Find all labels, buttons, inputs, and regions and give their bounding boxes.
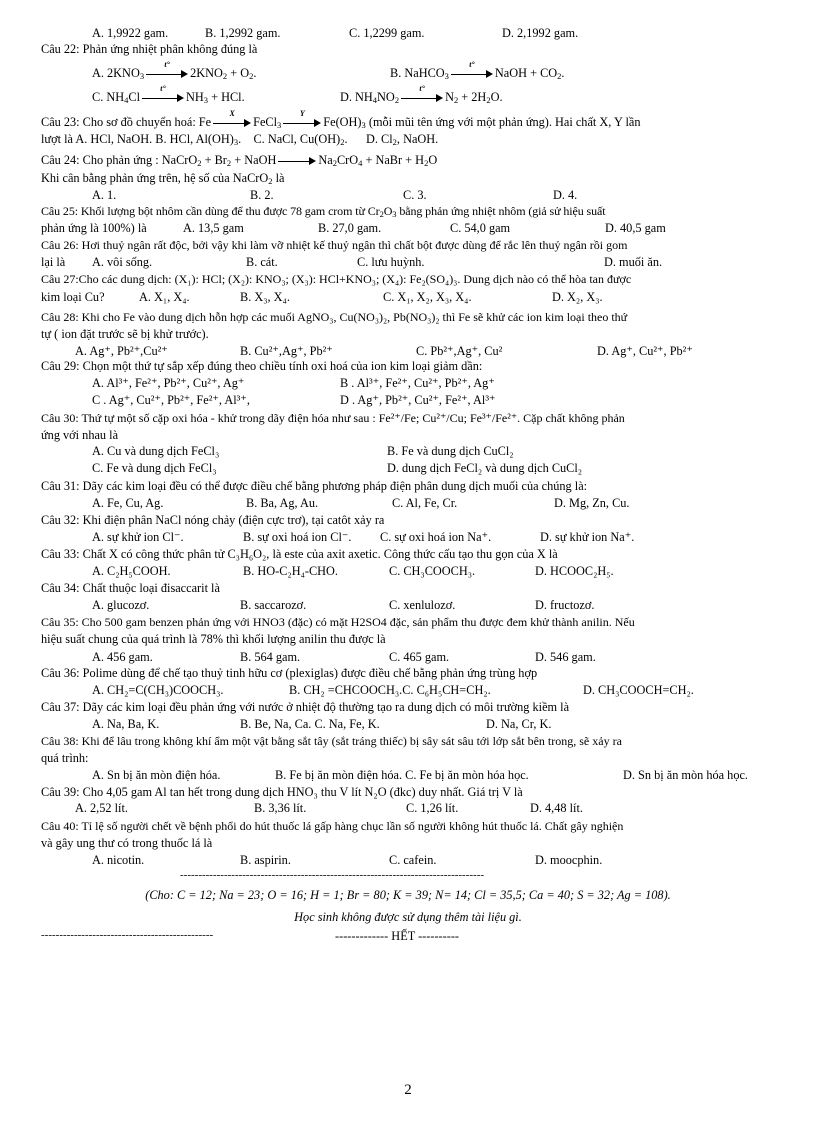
q31-option-b: B. Ba, Ag, Au. xyxy=(246,496,319,510)
q36-option-d: D. CH₃COOCH=CH₂. xyxy=(583,683,694,697)
q29-option-c: C . Ag⁺, Cu²⁺, Pb²⁺, Fe²⁺, Al³⁺, xyxy=(92,393,250,407)
q32-stem: Câu 32: Khi điện phân NaCl nóng chảy (điện cực trơ), tại catôt xảy ra xyxy=(41,513,385,527)
q39-option-d: D. 4,48 lít. xyxy=(530,801,583,815)
q40-option-b: B. aspirin. xyxy=(240,853,291,867)
q34-option-d: D. fructozơ. xyxy=(535,598,595,612)
q28-stem: Câu 28: Khi cho Fe vào dung dịch hỗn hợp các muối AgNO₃, Cu(NO₃)₂, Pb(NO₃)₂ thì Fe sẽ khử các ion kim loại theo thứ xyxy=(41,310,628,324)
q21-option-c: C. 1,2299 gam. xyxy=(349,26,425,40)
q34-option-c: C. xenlulozơ. xyxy=(389,598,456,612)
q29-option-b: B . Al³⁺, Fe²⁺, Cu²⁺, Pb²⁺, Ag⁺ xyxy=(340,376,495,390)
q23-stem: Câu 23: Cho sơ đồ chuyển hoá: Fe X FeCl$_3$ Y $Fe(OH)_3$ (mỗi mũi tên ứng với một phản ứng). Hai chất X, Y lần xyxy=(41,109,641,130)
q31-option-d: D. Mg, Zn, Cu. xyxy=(554,496,630,510)
q28-option-a: A. Ag⁺, Pb²⁺,Cu²⁺ xyxy=(75,344,168,358)
q29-stem: Câu 29: Chọn một thứ tự sắp xếp đúng theo chiều tính oxi hoá của ion kim loại giảm dần: xyxy=(41,359,483,373)
q29-option-a: A. Al³⁺, Fe²⁺, Pb²⁺, Cu²⁺, Ag⁺ xyxy=(92,376,245,390)
q28-stem-2: tự ( ion đặt trước sẽ bị khử trước). xyxy=(41,327,209,341)
q21-option-b: B. 1,2992 gam. xyxy=(205,26,281,40)
q27-stem-2: kim loại Cu? xyxy=(41,290,105,304)
q27-option-c: C. X₁, X₂, X₃, X₄. xyxy=(383,290,472,304)
q36-option-b: B. CH₂ =CHCOOCH₃.C. C₆H₅CH=CH₂. xyxy=(289,683,491,697)
q25-stem: Câu 25: Khối lượng bột nhôm cần dùng để thu được 78 gam crom từ $Cr_2O_3$ bằng phản ứng nhiệt nhôm (giả sử hiệu suất xyxy=(41,204,606,219)
q28-option-b: B. Cu²⁺,Ag⁺, Pb²⁺ xyxy=(240,344,333,358)
q35-option-c: C. 465 gam. xyxy=(389,650,450,664)
q22-option-c: C. $NH_4Cl$ t° $NH_3$ + HCl. xyxy=(92,84,245,105)
left-dashes: ----------------------------------------------- xyxy=(41,929,214,941)
q39-option-c: C. 1,26 lít. xyxy=(406,801,459,815)
q30-stem: Câu 30: Thứ tự một số cặp oxi hóa - khử trong dãy điện hóa như sau : Fe²⁺/Fe; Cu²⁺/Cu; Fe³⁺/Fe²⁺. Cặp chất không phản xyxy=(41,411,625,425)
q26-option-b: B. cát. xyxy=(246,255,278,269)
q28-option-d: D. Ag⁺, Cu²⁺, Pb²⁺ xyxy=(597,344,693,358)
q31-stem: Câu 31: Dãy các kim loại đều có thể được điều chế bằng phương pháp điện phân dung dịch muối của chúng là: xyxy=(41,479,588,493)
q24-question: Khi cân bằng phản ứng trên, hệ số của NaCrO$_2$ là xyxy=(41,171,285,186)
no-materials-note: Học sinh không được sử dụng thêm tài liệu gì. xyxy=(294,910,522,924)
q33-stem: Câu 33: Chất X có công thức phân tử C₃H₆O₂, là este của axit axetic. Công thức cấu tạo thu gọn của X là xyxy=(41,547,558,561)
q38-option-d: D. Sn bị ăn mòn hóa học. xyxy=(623,768,749,782)
q40-option-a: A. nicotin. xyxy=(92,853,145,867)
q33-option-a: A. C₂H₅COOH. xyxy=(92,564,171,578)
q35-stem: Câu 35: Cho 500 gam benzen phản ứng với HNO3 (đặc) có mặt H2SO4 đặc, sản phẩm thu được đem khử thành anilin. Nếu xyxy=(41,615,635,629)
q21-option-a: A. 1,9922 gam. xyxy=(92,26,169,40)
q25-option-c: C. 54,0 gam xyxy=(450,221,511,235)
q24-option-b: B. 2. xyxy=(250,188,274,202)
q22-option-a: A. $2KNO_3$ t° $2KNO_2 + O_2$. xyxy=(92,60,257,81)
q35-option-b: B. 564 gam. xyxy=(240,650,301,664)
q37-option-d: D. Na, Cr, K. xyxy=(486,717,552,731)
q38-option-a: A. Sn bị ăn mòn điện hóa. xyxy=(92,768,221,782)
q24-option-d: D. 4. xyxy=(553,188,578,202)
q22-stem: Câu 22: Phản ứng nhiệt phân không đúng là xyxy=(41,42,258,56)
q35-option-a: A. 456 gam. xyxy=(92,650,153,664)
q22-option-b: B. NaHCO$_3$ t° NaOH + $CO_2$. xyxy=(390,60,565,81)
q31-option-a: A. Fe, Cu, Ag. xyxy=(92,496,164,510)
q25-stem-2: phản ứng là 100%) là xyxy=(41,221,147,235)
q27-option-d: D. X₂, X₃. xyxy=(552,290,603,304)
q32-option-c: C. sự oxi hoá ion Na⁺. xyxy=(380,530,492,544)
q27-option-a: A. X₁, X₄. xyxy=(139,290,190,304)
q34-option-b: B. saccarozơ. xyxy=(240,598,307,612)
q26-option-d: D. muối ăn. xyxy=(604,255,663,269)
q37-option-b: B. Be, Na, Ca. C. Na, Fe, K. xyxy=(240,717,380,731)
q38-stem-2: quá trình: xyxy=(41,751,89,765)
q39-stem: Câu 39: Cho 4,05 gam Al tan hết trong dung dịch HNO₃ thu V lít N₂O (đkc) duy nhất. Giá trị V là xyxy=(41,785,523,799)
q31-option-c: C. Al, Fe, Cr. xyxy=(392,496,458,510)
q34-stem: Câu 34: Chất thuộc loại đisaccarit là xyxy=(41,581,220,595)
page-number: 2 xyxy=(404,1082,412,1098)
q35-stem-2: hiệu suất chung của quá trình là 78% thì khối lượng anilin thu được là xyxy=(41,632,386,646)
q29-option-d: D . Ag⁺, Pb²⁺, Cu²⁺, Fe²⁺, Al³⁺ xyxy=(340,393,496,407)
q25-option-d: D. 40,5 gam xyxy=(605,221,666,235)
q21-option-d: D. 2,1992 gam. xyxy=(502,26,579,40)
q36-option-a: A. CH₂=C(CH₃)COOCH₃. xyxy=(92,683,224,697)
q25-option-b: B. 27,0 gam. xyxy=(318,221,382,235)
q40-stem: Câu 40: Tỉ lệ số người chết về bệnh phổi do hút thuốc lá gấp hàng chục lần số người không hút thuốc lá. Chất gây nghiện xyxy=(41,819,624,833)
end-marker: ------------- HẾT ---------- xyxy=(335,929,460,943)
q39-option-b: B. 3,36 lít. xyxy=(254,801,307,815)
q32-option-d: D. sự khử ion Na⁺. xyxy=(540,530,635,544)
q27-stem: Câu 27:Cho các dung dịch: (X₁): HCl; (X₂): KNO₃; (X₃): HCl+KNO₃; (X₄): Fe₂(SO₄)₃. Dung dịch nào có thể hòa tan được xyxy=(41,272,632,286)
q26-option-c: C. lưu huỳnh. xyxy=(357,255,425,269)
q38-option-b: B. Fe bị ăn mòn điện hóa. C. Fe bị ăn mòn hóa học. xyxy=(275,768,529,782)
q40-stem-2: và gây ung thư có trong thuốc lá là xyxy=(41,836,213,850)
q26-stem: Câu 26: Hơi thuỷ ngân rất độc, bởi vậy khi làm vỡ nhiệt kế thuỷ ngân thì chất bột được dùng để rắc lên thuỷ ngân rồi gom xyxy=(41,238,628,252)
q34-option-a: A. glucozơ. xyxy=(92,598,150,612)
q24-option-a: A. 1. xyxy=(92,188,117,202)
q38-stem: Câu 38: Khi để lâu trong không khí ẩm một vật bằng sắt tây (sắt tráng thiếc) bị sây sát sâu tới lớp sắt bên trong, sẽ xảy ra xyxy=(41,734,622,748)
q30-option-c: C. Fe và dung dịch FeCl₃ xyxy=(92,461,217,475)
q30-stem-2: ứng với nhau là xyxy=(41,428,119,442)
q39-option-a: A. 2,52 lít. xyxy=(75,801,128,815)
q23-options: lượt là A. HCl, NaOH. B. HCl, $Al(OH)_3$. C. NaCl, $Cu(OH)_2$. D. $Cl_2$, NaOH. xyxy=(41,132,439,147)
q33-option-b: B. HO-C₂H₄-CHO. xyxy=(243,564,338,578)
q22-option-d: D. $NH_4NO_2$ t° $N_2 + 2H_2O$. xyxy=(340,84,503,105)
q24-option-c: C. 3. xyxy=(403,188,427,202)
q37-stem: Câu 37: Dãy các kim loại đều phản ứng với nước ở nhiệt độ thường tạo ra dung dịch có môi trường kiềm là xyxy=(41,700,570,714)
q27-option-b: B. X₃, X₄. xyxy=(240,290,290,304)
q40-option-d: D. moocphin. xyxy=(535,853,603,867)
q37-option-a: A. Na, Ba, K. xyxy=(92,717,160,731)
q36-stem: Câu 36: Polime dùng để chế tạo thuỷ tinh hữu cơ (plexiglas) được điều chế bằng phản ứng trùng hợp xyxy=(41,666,538,680)
q26-stem-2: lại là xyxy=(41,255,66,269)
separator-dashes: ----------------------------------------------------------------------------------- xyxy=(180,869,485,881)
q24-stem: Câu 24: Cho phản ứng : NaCrO$_2$ + $Br_2$ + NaOH $Na_2CrO_4$ + NaBr + $H_2O$ xyxy=(41,153,438,168)
atomic-masses-note: (Cho: C = 12; Na = 23; O = 16; H = 1; Br = 80; K = 39; N= 14; Cl = 35,5; Ca = 40; S = 32; Ag = 108). xyxy=(145,888,671,902)
q32-option-b: B. sự oxi hoá ion Cl⁻. xyxy=(243,530,352,544)
q33-option-c: C. CH₃COOCH₃. xyxy=(389,564,476,578)
q25-option-a: A. 13,5 gam xyxy=(183,221,244,235)
q28-option-c: C. Pb²⁺,Ag⁺, Cu² xyxy=(416,344,503,358)
q30-option-d: D. dung dịch FeCl₂ và dung dịch CuCl₂ xyxy=(387,461,583,475)
q26-option-a: A. vôi sống. xyxy=(92,255,153,269)
q33-option-d: D. HCOOC₂H₅. xyxy=(535,564,614,578)
q35-option-d: D. 546 gam. xyxy=(535,650,596,664)
q40-option-c: C. cafein. xyxy=(389,853,437,867)
q32-option-a: A. sự khử ion Cl⁻. xyxy=(92,530,184,544)
q30-option-b: B. Fe và dung dịch CuCl₂ xyxy=(387,444,514,458)
q30-option-a: A. Cu và dung dịch FeCl₃ xyxy=(92,444,220,458)
